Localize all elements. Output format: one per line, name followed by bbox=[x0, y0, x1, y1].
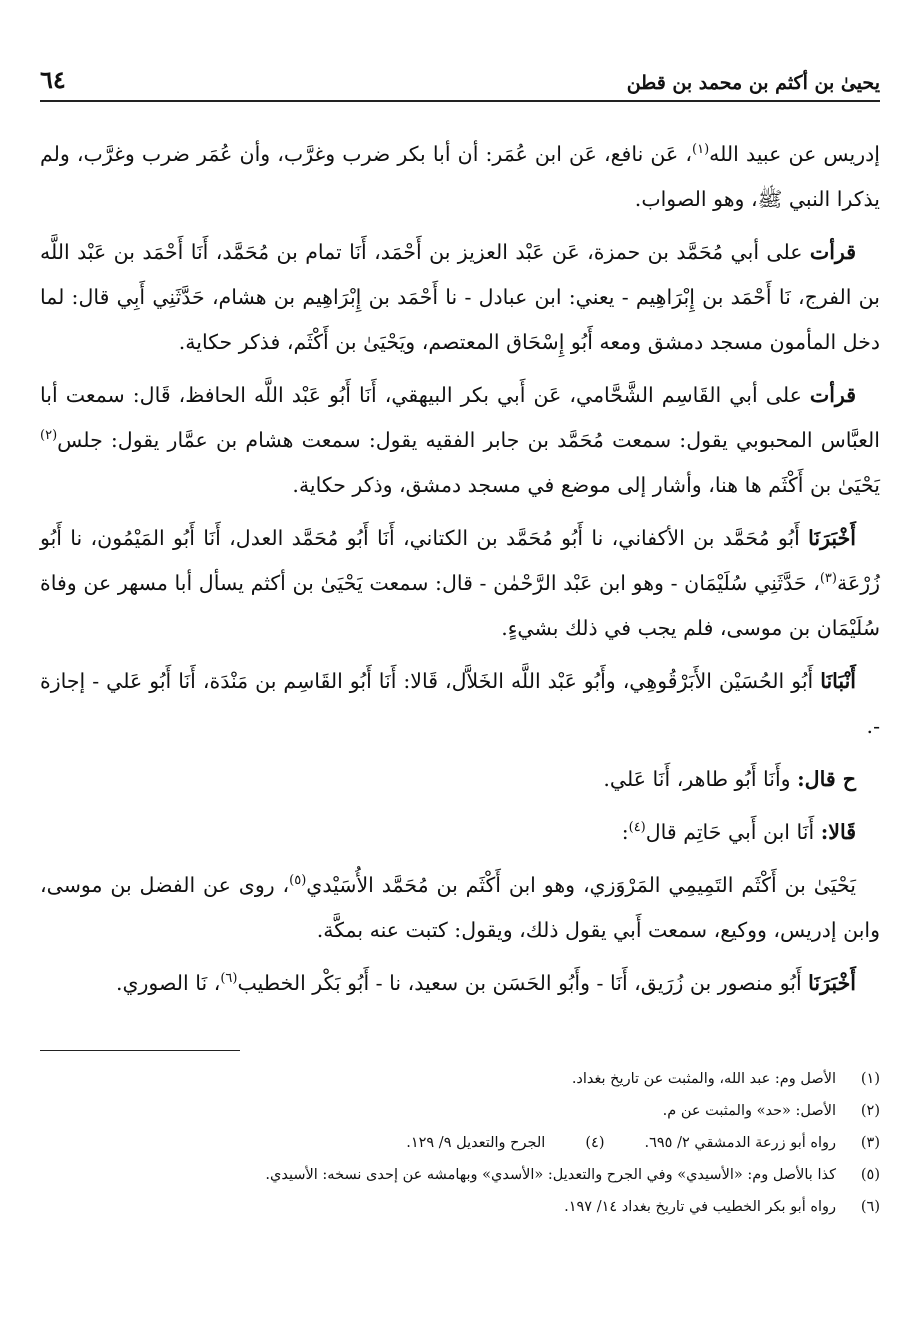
paragraph-lead: قرأت bbox=[809, 240, 856, 264]
footnote-number: (٢) bbox=[860, 1103, 880, 1119]
footnote-divider bbox=[40, 1050, 240, 1051]
paragraph-text: أَبُو الحُسَيْن الأَبَرْقُوهِي، وأَبُو عَبْد اللَّه الخَلاَّل، قَالا: أَنَا أَبُو القَاسِم بن مَنْدَة، أَنَا أَبُو عَلي - إجازة -. bbox=[40, 669, 880, 738]
body-text bbox=[40, 132, 880, 1006]
footnote-text: الأصل: «حد» والمثبت عن م. bbox=[662, 1103, 836, 1119]
footnote-ref: (٦) bbox=[220, 971, 238, 987]
paragraph-text: ، نَا الصوري. bbox=[115, 971, 221, 995]
paragraph-lead: قَالا: bbox=[820, 820, 856, 844]
footnote-ref: (٤) bbox=[628, 820, 646, 836]
running-head bbox=[40, 58, 880, 102]
footnote-text: كذا بالأصل وم: «الأسيدي» وفي الجرح والتعديل: «الأسدي» وبهامشه عن إحدى نسخه: الأسيدي. bbox=[265, 1167, 836, 1183]
paragraph-text: أَبُو منصور بن زُرَيق، أَنَا - وأَبُو الحَسَن بن سعيد، نا - أَبُو بَكْر الخطيب bbox=[237, 971, 809, 995]
paragraph bbox=[40, 961, 880, 1006]
footnote bbox=[40, 1063, 880, 1095]
footnote-number: (١) bbox=[860, 1071, 880, 1087]
paragraph-lead: أَنْبَانَا bbox=[820, 669, 856, 693]
paragraph bbox=[40, 810, 880, 855]
footnote-ref: (٢) bbox=[40, 428, 58, 444]
footnote bbox=[40, 1127, 880, 1159]
footnote bbox=[40, 1159, 880, 1191]
footnote-text: الجرح والتعديل ٩/ ١٢٩. bbox=[406, 1135, 546, 1151]
paragraph-lead: قرأت bbox=[809, 383, 856, 407]
paragraph-text: على أبي القَاسِم الشَّحَّامي، عَن أَبي بكر البيهقي، أَنَا أَبُو عَبْد اللَّه الحافظ، قَال: سمعت أبا العبَّاس المحبوبي يقول: سمعت مُحَمَّد بن جابر الفقيه يقول: سمعت هشام بن عمَّار يقول: جلس bbox=[40, 383, 880, 452]
footnote-text: الأصل وم: عبد الله، والمثبت عن تاريخ بغداد. bbox=[571, 1071, 836, 1087]
footnote bbox=[40, 1191, 880, 1223]
footnotes bbox=[40, 1063, 880, 1223]
paragraph bbox=[40, 230, 880, 365]
paragraph-text: يَحْيَىٰ بن أَكْثَم التَمِيمِي المَرْوَزي، وهو ابن أَكْثَم بن مُحَمَّد الأُسَيْدي bbox=[306, 873, 856, 897]
footnote-number: (٣) bbox=[860, 1135, 880, 1151]
paragraph-text: أَبُو مُحَمَّد بن الأكفاني، نا أَبُو مُحَمَّد بن الكتاني، أَنَا أَبُو مُحَمَّد العدل، أَنَا أَبُو المَيْمُون، نا أَبُو زُرْعَة bbox=[40, 526, 880, 595]
paragraph-text: يَحْيَىٰ بن أَكْثَم ها هنا، وأشار إلى موضع في مسجد دمشق، وذكر حكاية. bbox=[292, 473, 880, 497]
paragraph-text: ، عَن نافع، عَن ابن عُمَر: أن أبا بكر ضرب وغرَّب، وأن عُمَر ضرب وغرَّب، ولم يذكرا النبي ﷺ، وهو الصواب. bbox=[40, 142, 880, 211]
paragraph-text: وأَنَا أَبُو طاهر، أَنَا عَلي. bbox=[603, 767, 798, 791]
paragraph-lead: ح قال: bbox=[797, 767, 856, 791]
paragraph bbox=[40, 132, 880, 222]
footnote-ref: (١) bbox=[692, 142, 710, 158]
footnote-pair bbox=[406, 1127, 836, 1159]
footnote bbox=[40, 1095, 880, 1127]
footnote-text: رواه أبو بكر الخطيب في تاريخ بغداد ١٤/ ١٩٧. bbox=[564, 1199, 836, 1215]
running-title: يحيىٰ بن أكثم بن محمد بن قطن bbox=[626, 72, 880, 94]
footnote-ref: (٥) bbox=[289, 873, 307, 889]
paragraph-text: : bbox=[621, 820, 629, 844]
paragraph-text: على أبي مُحَمَّد بن حمزة، عَن عَبْد العزيز بن أَحْمَد، أَنَا تمام بن مُحَمَّد، أَنَا أَحْمَد بن عَبْد اللَّه بن الفرج، نَا أَحْمَد بن إِبْرَاهِيم - يعني: ابن عبادل - نا أَحْمَد بن إِبْرَاهِيم بن هشام، حَدَّثَنِي أَبِي قال: لما دخل المأمون مسجد دمشق ومعه أَبُو إِسْحَاق المعتصم، ويَحْيَىٰ بن أَكْثَم، فذكر حكاية. bbox=[40, 240, 880, 354]
paragraph bbox=[40, 757, 880, 802]
paragraph-text: إدريس عن عبيد الله bbox=[709, 142, 880, 166]
footnote-text: رواه أبو زرعة الدمشقي ٢/ ٦٩٥. bbox=[644, 1135, 836, 1151]
page-number: ٦٤ bbox=[40, 65, 66, 94]
paragraph-text: أَنَا ابن أَبي حَاتِم قال bbox=[645, 820, 821, 844]
footnote-number: (٥) bbox=[860, 1167, 880, 1183]
paragraph bbox=[40, 863, 880, 953]
paragraph bbox=[40, 373, 880, 508]
paragraph bbox=[40, 516, 880, 651]
paragraph-text: ، حَدَّثَنِي سُلَيْمَان - وهو ابن عَبْد الرَّحْمٰن - قال: سمعت يَحْيَىٰ بن أكثم يسأل أبا مسهر عن وفاة سُلَيْمَان بن موسى، فلم يجب في ذلك بشيءٍ. bbox=[40, 571, 880, 640]
paragraph-lead: أَخْبَرَنَا bbox=[808, 971, 856, 995]
footnote-number: (٤) bbox=[585, 1135, 605, 1151]
footnote-number: (٦) bbox=[860, 1199, 880, 1215]
paragraph bbox=[40, 659, 880, 749]
footnote-ref: (٣) bbox=[819, 571, 837, 587]
paragraph-lead: أَخْبَرَنَا bbox=[808, 526, 856, 550]
paragraph-text: ، روى عن الفضل بن موسى، وابن إدريس، ووكيع، سمعت أَبي يقول ذلك، ويقول: كتبت عنه بمكَّة. bbox=[40, 873, 880, 942]
